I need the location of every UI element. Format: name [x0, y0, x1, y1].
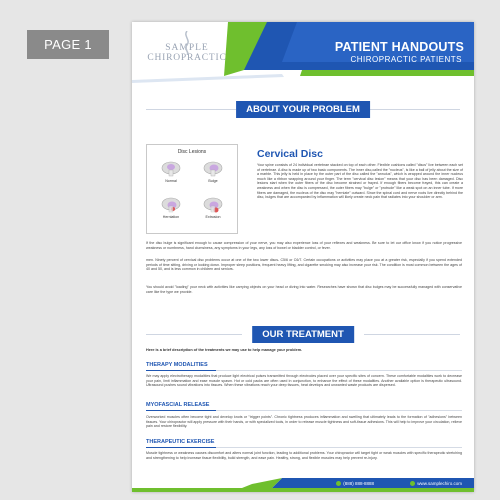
sub-rule [146, 410, 216, 411]
disc-bulge-icon [203, 157, 223, 177]
disc-label-normal: Normal [165, 179, 177, 183]
sub-rule-grey [216, 410, 462, 411]
disc-lesions-title: Disc Lesions [177, 149, 207, 155]
disc-label-extrusion: Extrusion [205, 215, 221, 219]
header [132, 22, 474, 84]
disc-normal-icon [161, 157, 181, 177]
globe-icon [410, 481, 415, 486]
header-subtitle: CHIROPRACTIC PATIENTS [350, 55, 462, 64]
about-section [132, 101, 474, 294]
disc-label-bulge: Bulge [208, 179, 218, 183]
therapy-modalities-title: THERAPY MODALITIES [146, 362, 208, 368]
spine-logo-icon [180, 31, 194, 55]
disc-label-herniation: Herniation [162, 215, 180, 219]
about-paragraph-1: If the disc bulge is significant enough to cause compression of your nerve, you may also experience loss of your reflexes and weakness. Be sure to let our office know if you notice progressive weakness or numbness, hand clumsiness, any symptoms in your legs, any loss of bowel or bladder control, or fever. [146, 241, 462, 250]
sub-rule-grey [216, 370, 462, 371]
footer-phone[interactable] [336, 481, 374, 486]
treatment-section [132, 326, 474, 460]
logo-line1: SAMPLE [165, 43, 209, 53]
footer-phone-text: (888) 888-8888 [343, 480, 374, 486]
therapeutic-exercise-text: Muscle tightness or weakness causes discomfort and alters normal joint function, leading to additional problems. Your chiropractor will target tight or weak muscles with specific therapeutic stretching and strengthening to help increase tissue flexibility, build strength, and ease pain. Healthy, strong, and flexible muscles may help prevent re-injury. [146, 451, 462, 460]
handout-page [132, 22, 474, 492]
disc-extrusion-icon [203, 193, 223, 213]
sub-rule [146, 447, 216, 448]
sub-rule [146, 370, 216, 371]
cervical-disc-text: Your spine consists of 24 individual vertebrae stacked on top of each other. Flexible cushions called "discs" live between each set of vertebrae. A disc is made up of two basic components. The inner disc,called the "nucleus", is like a ball of jelly about the size of a marble. This jelly is held in place by the outer part of the disc called the "annulus", which is wrapped around the inner nucleus much like a ribbon wrapping around your finger. The term "cervical disc lesion" means that your disc has been damaged. Disc lesions start when the outer fibers of the disc become strained or frayed. If enough fibers become frayed, this can create a weakness and when the disc is compressed, the outer fibers may "bulge" or "protrude" like a weak spot on an inner tube. If more fibers are damaged, the nucleus of the disc may "herniate" outward. Since the spinal cord and nerve roots live directly behind the disc, bulges that are accompanied by inflammation will likely create neck pain that radiates into your shoulder or arm. [257, 163, 463, 200]
treatment-intro: Here is a brief description of the treatments we may use to help manage your problem. [146, 348, 303, 352]
page-badge: PAGE 1 [27, 30, 109, 59]
logo-line2: CHIROPRACTIC [147, 53, 227, 63]
logo [142, 31, 232, 63]
footer [132, 470, 474, 492]
therapy-modalities-text: We may apply electrotherapy modalities that produce light electrical pulses transmitted through electrodes placed over your specific sites of concern. These comfortable modalities work to decrease your pain, limit inflammation and ease muscle spasm. Hot or cold packs are often used in conjunction, to enhance the effect of these modalities. Another available option is therapeutic ultrasound. Ultrasound pushes sound vibrations into tissues. When these vibrations reach your deep tissues, heat develops and unwanted waste products are dispersed. [146, 374, 462, 388]
cervical-disc-title: Cervical Disc [257, 148, 323, 160]
therapeutic-exercise-title: THERAPEUTIC EXERCISE [146, 439, 215, 445]
myofascial-release-text: Overworked muscles often become tight and develop knots or "trigger points". Chronic tightness produces inflammation and swelling that ultimately leads to the formation of "adhesions" between tissues. Your chiropractor will apply pressure with their hands, or with specialized tools, in order to release muscle tightness and soft-tissue adhesions. This will help to improve your circulation, relieve pain and restore flexibility. [146, 415, 462, 429]
treatment-heading: OUR TREATMENT [252, 326, 354, 343]
disc-lesions-figure [146, 144, 238, 234]
about-paragraph-3: You should avoid "loading" your neck with activities like carrying objects on your head or diving into water. Researches have shown that disc bulges may be successfully managed with conservative care like the type we provide. [146, 285, 462, 294]
about-paragraph-2: men. Ninety percent of cervical disc problems occur at one of the two lower discs- C5/6 or C6/7. Certain occupations or activities may place you at a greater risk, especially if you spend extended periods of time sitting, driving or looking down. Improper sleep positions, frequent heavy lifting, and cigarette smoking may also increase your risk. The condition is most common between the ages of 40 and 50, and is less common in children and seniors. [146, 258, 462, 272]
about-heading: ABOUT YOUR PROBLEM [236, 101, 370, 118]
footer-website-text: www.samplechiro.com [417, 480, 462, 486]
footer-website[interactable] [410, 481, 462, 486]
myofascial-release-title: MYOFASCIAL RELEASE [146, 402, 210, 408]
header-title: PATIENT HANDOUTS [334, 40, 464, 54]
treatment-heading-bar [132, 326, 474, 344]
about-heading-bar [132, 101, 474, 119]
sub-rule-grey [216, 447, 462, 448]
phone-icon [336, 481, 341, 486]
disc-herniation-icon [161, 193, 181, 213]
